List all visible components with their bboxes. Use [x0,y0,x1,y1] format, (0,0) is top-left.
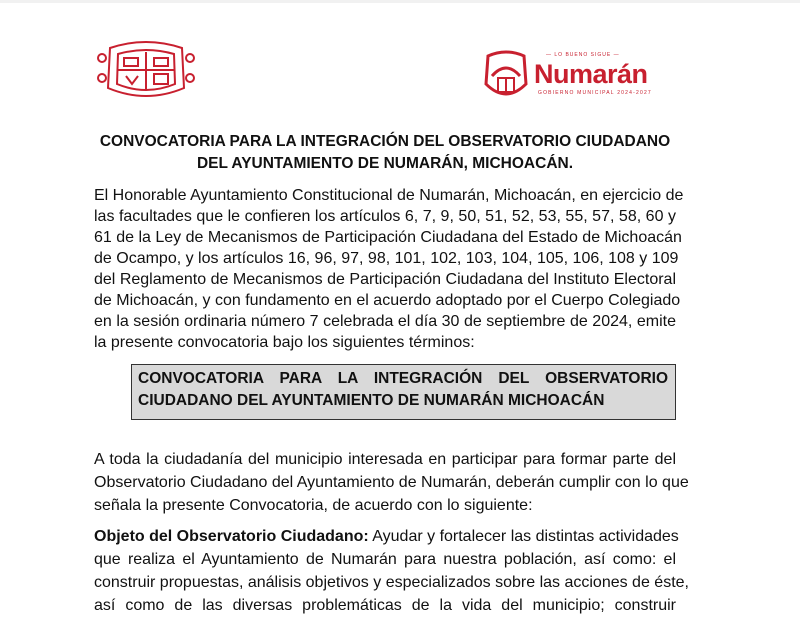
intro-line: en la sesión ordinaria número 7 celebrada el día 30 de septiembre de 2024, emite [94,313,676,330]
page-top-edge [0,0,800,3]
boxed-heading-line-2: CIUDADANO DEL AYUNTAMIENTO DE NUMARÁN MICHOACÁN [138,392,605,409]
intro-line: El Honorable Ayuntamiento Constitucional de Numarán, Michoacán, en ejercicio de [94,187,684,204]
invitation-line: señala la presente Convocatoria, de acuerdo con lo siguiente: [94,497,533,514]
document-title-line-1: CONVOCATORIA PARA LA INTEGRACIÓN DEL OBSERVATORIO CIUDADANO [99,133,671,150]
boxed-heading [131,364,676,420]
invitation-line: A toda la ciudadanía del municipio interesada en participar para formar parte del [94,451,676,468]
objeto-line [94,526,679,548]
numaran-government-logo [482,50,682,106]
objeto-label: Objeto del Observatorio Ciudadano: [94,528,369,545]
logo-brand-name: Numarán [534,59,648,89]
objeto-line: construir propuestas, análisis objetivos y especializados sobre las acciones de éste, [94,574,689,591]
objeto-line: que realiza el Ayuntamiento de Numarán para nuestra población, así como: el [94,551,676,568]
objeto-line: así como de las diversas problemáticas de la vida del municipio; construir [94,597,676,614]
invitation-line: Observatorio Ciudadano del Ayuntamiento de Numarán, deberán cumplir con lo que [94,474,689,491]
boxed-heading-line-1: CONVOCATORIA PARA LA INTEGRACIÓN DEL OBSERVATORIO [138,370,668,387]
objeto-text: Ayudar y fortalecer las distintas actividades [368,528,679,545]
document-title-line-2: DEL AYUNTAMIENTO DE NUMARÁN, MICHOACÁN. [196,155,574,172]
intro-line: las facultades que le confieren los artículos 6, 7, 9, 50, 51, 52, 53, 55, 57, 58, 60 y [94,208,676,225]
numaran-shield-icon [482,50,530,102]
intro-line: del Reglamento de Mecanismos de Participación Ciudadana del Instituto Electoral [94,271,676,288]
logo-tagline: — LO BUENO SIGUE — [546,52,620,58]
intro-line: 61 de la Ley de Mecanismos de Participación Ciudadana del Estado de Michoacán [94,229,682,246]
intro-line: la presente convocatoria bajo los siguientes términos: [94,334,475,351]
municipal-coat-of-arms-logo [96,38,196,102]
intro-line: de Michoacán, y con fundamento en el acuerdo adoptado por el Cuerpo Colegiado [94,292,681,309]
logo-subtitle: GOBIERNO MUNICIPAL 2024-2027 [538,90,652,96]
intro-line: de Ocampo, y los artículos 16, 96, 97, 98, 101, 102, 103, 104, 105, 106, 108 y 109 [94,250,679,267]
